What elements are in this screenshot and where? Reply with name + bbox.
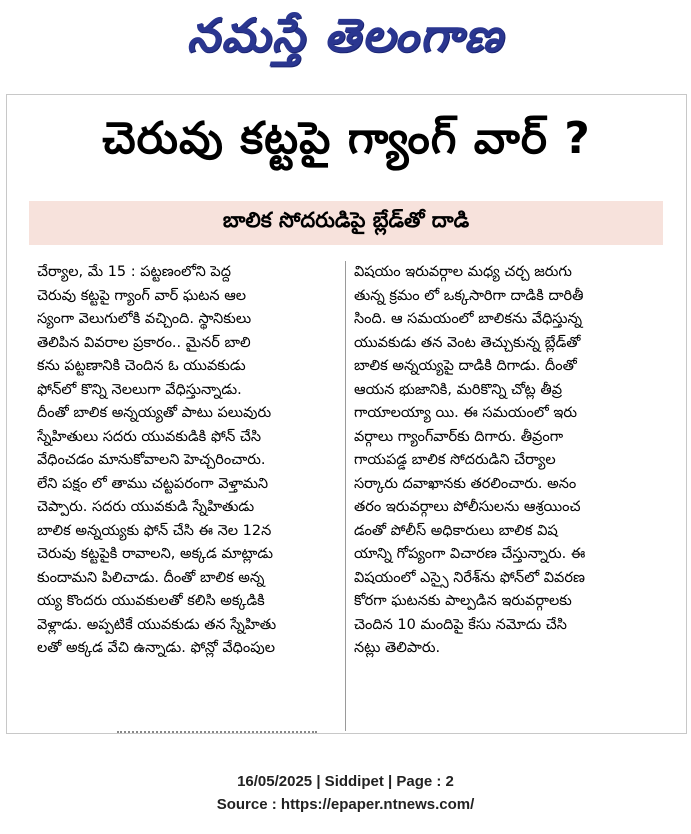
source-link[interactable]: Source : https://epaper.ntnews.com/ bbox=[216, 796, 475, 813]
article-text-line: స్యంగా వెలుగులోకి వచ్చింది. స్థానికులు bbox=[37, 311, 252, 327]
article-text-line: డంతో పోలీస్ అధికారులు బాలిక విష bbox=[354, 522, 558, 539]
article-text-line: చెప్పారు. సదరు యువకుడి స్నేహితుడు bbox=[37, 499, 255, 515]
article-text-line: బాలిక అన్నయ్యపై దాడికి దిగాడు. దీంతో bbox=[354, 358, 577, 374]
article-text-line: చెందిన 10 మందిపై కేసు నమోదు చేసి bbox=[354, 616, 567, 633]
article-text-line: విషయంలో ఎస్సై నిరేశ్‌ను ఫోన్‌లో వివరణ bbox=[354, 569, 585, 586]
article-text-line: కుందామని పిలిచాడు. దీంతో బాలిక అన్న bbox=[37, 569, 265, 586]
masthead bbox=[0, 0, 691, 82]
article-text-line: బాలిక అన్నయ్యకు ఫోన్ చేసి ఈ నెల 12న bbox=[37, 522, 272, 539]
article-text-line: సర్కారు దవాఖానకు తరలించారు. అనం bbox=[354, 475, 577, 492]
article-text-line: సింది. ఆ సమయంలో బాలికను వేధిస్తున్న bbox=[354, 311, 582, 327]
article-text-line: స్నేహితులు సదరు యువకుడికి ఫోన్ చేసి bbox=[37, 428, 262, 445]
article-subheadline: బాలిక సోదరుడిపై బ్లేడ్‌తో దాడి bbox=[222, 208, 470, 232]
article-text-line: దీంతో బాలిక అన్నయ్యతో పాటు పలువురు bbox=[37, 405, 272, 421]
article-column-right bbox=[346, 261, 663, 731]
article-headline: చెరువు కట్టపై గ్యాంగ్ వార్ ? bbox=[102, 113, 591, 164]
article-text-line: య్య కొందరు యువకులతో కలిసి అక్కడికి bbox=[37, 593, 265, 609]
article-text-line: తున్న క్రమం లో ఒక్కసారిగా దాడికి దారితీ bbox=[354, 287, 584, 304]
article-text-line: చెరువు కట్టపై గ్యాంగ్ వార్ ఘటన ఆల bbox=[37, 287, 247, 304]
newspaper-logo: నమస్తే తెలంగాణ bbox=[186, 8, 505, 62]
article-text-line: ఫోన్‌లో కొన్ని నెలలుగా వేధిస్తున్నాడు. bbox=[37, 381, 242, 398]
article-text-line: చెరువు కట్టపైకి రావాలని, అక్కడ మాట్లాడు bbox=[37, 546, 274, 562]
article-text-line: గాయపడ్డ బాలిక సోదరుడిని చేర్యాల bbox=[354, 452, 556, 468]
article-text-line: వెళ్లాడు. అప్పటికే యువకుడు తన స్నేహితు bbox=[37, 616, 277, 633]
article-body bbox=[29, 261, 663, 731]
article-text-line: ఆయన భుజానికి, మరికొన్ని చోట్ల తీవ్ర bbox=[354, 381, 563, 398]
article-text-line: వర్గాలు గ్యాంగ్‌వార్‌కు దిగారు. తీవ్రంగా bbox=[354, 428, 564, 445]
clipping-footer bbox=[0, 770, 691, 816]
article-text-line: యాన్ని గోప్యంగా విచారణ చేస్తున్నారు. ఈ bbox=[354, 546, 586, 562]
article-text-line: నట్లు తెలిపారు. bbox=[354, 640, 441, 656]
article-text-line: కను పట్టణానికి చెందిన ఓ యువకుడు bbox=[37, 358, 246, 374]
article-text-line: లేని పక్షం లో తాము చట్టపరంగా వెళ్తామని bbox=[37, 475, 269, 492]
clipping-cut-edge bbox=[117, 731, 317, 734]
article-text-line: విషయం ఇరువర్గాల మధ్య చర్చ జరుగు bbox=[354, 264, 572, 280]
article-clipping bbox=[6, 94, 687, 734]
article-text-line: కోరగా ఘటనకు పాల్పడిన ఇరువర్గాలకు bbox=[354, 593, 572, 609]
article-text-line: చేర్యాల, మే 15 : పట్టణంలోని పెద్ద bbox=[37, 264, 231, 280]
article-text-line: యువకుడు తన వెంట తెచ్చుకున్న బ్లేడ్‌తో bbox=[354, 334, 581, 351]
article-subheadline-band bbox=[29, 201, 663, 245]
article-text-line: గాయాలయ్యా యి. ఈ సమయంలో ఇరు bbox=[354, 405, 578, 421]
article-text-line: లతో అక్కడ వేచి ఉన్నాడు. ఫోన్లో వేధింపుల bbox=[37, 640, 276, 656]
edition-meta: 16/05/2025 | Siddipet | Page : 2 bbox=[237, 773, 454, 790]
article-text-line: వేధించడం మానుకోవాలని హెచ్చరించారు. bbox=[37, 452, 266, 468]
article-column-left bbox=[29, 261, 346, 731]
article-text-line: తరం ఇరువర్గాలు పోలీసులను ఆశ్రయించ bbox=[354, 499, 581, 515]
article-text-line: తెలిపిన వివరాల ప్రకారం.. మైనర్ బాలి bbox=[37, 334, 251, 351]
